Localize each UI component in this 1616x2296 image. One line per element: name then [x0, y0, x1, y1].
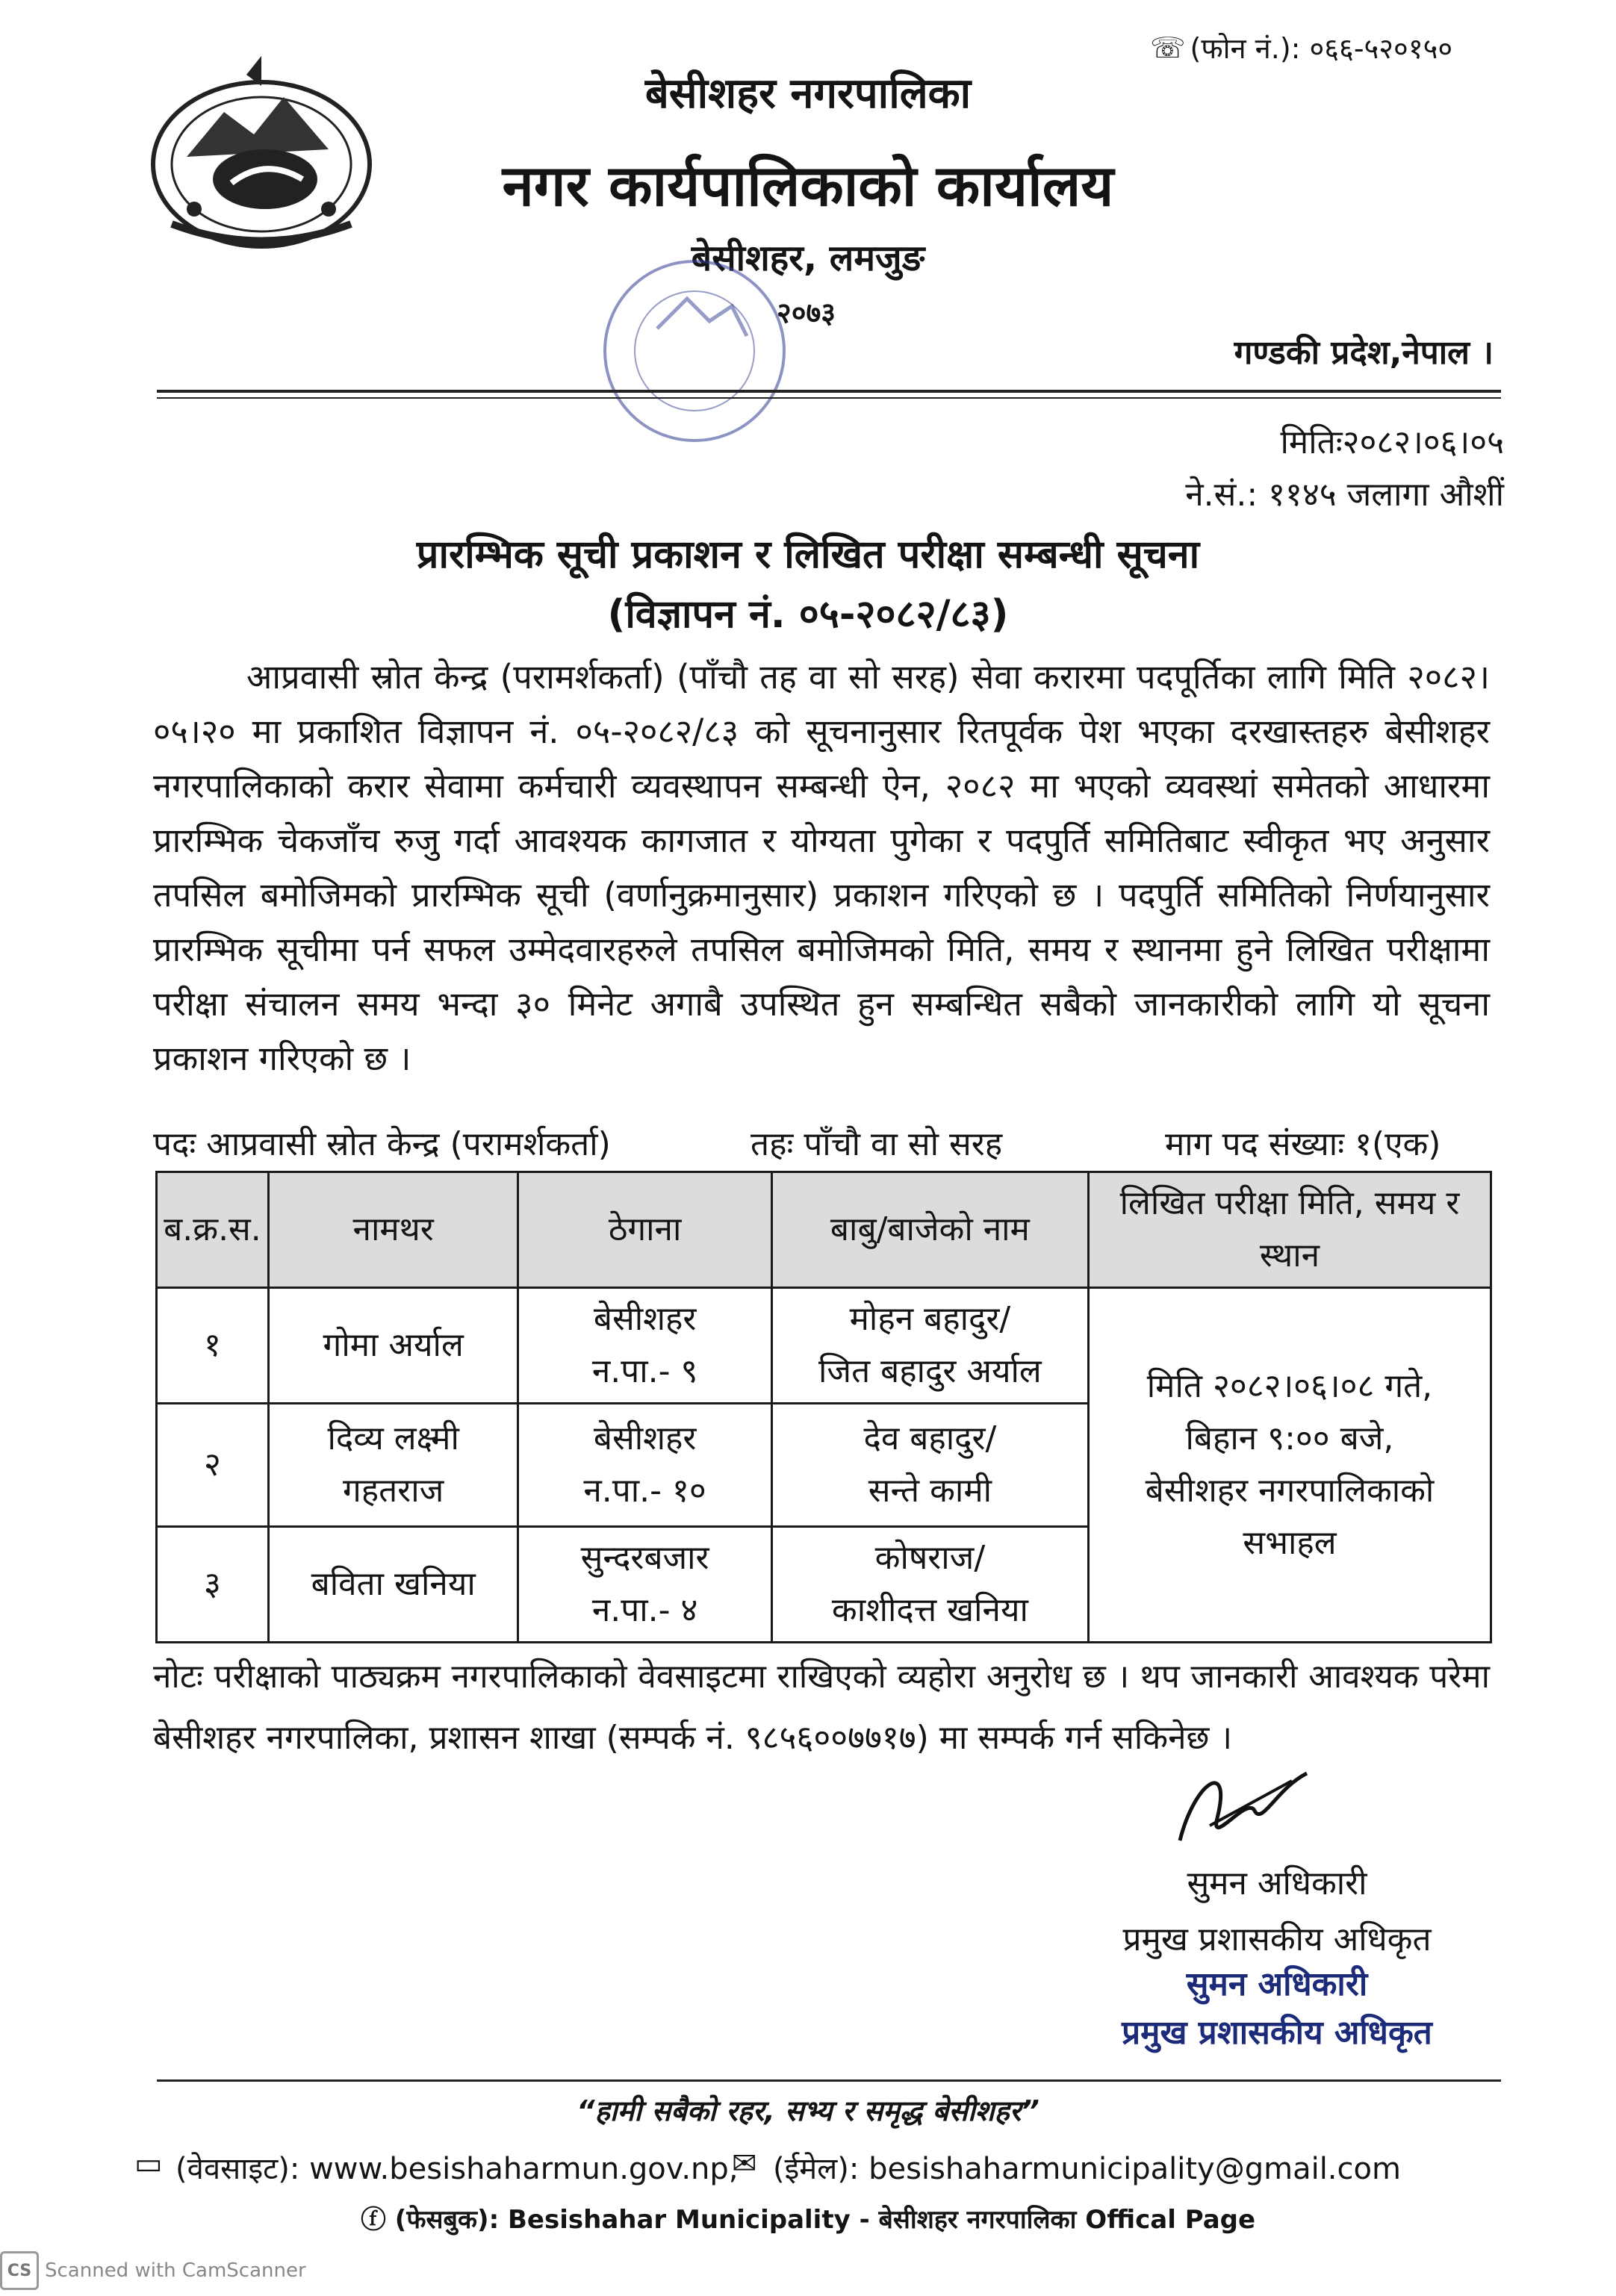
signatory-name: सुमन अधिकारी — [1187, 1864, 1367, 1903]
footer-slogan: “हामी सबैको रहर, सभ्य र समृद्ध बेसीशहर” — [577, 2094, 1039, 2127]
notice-note: नोटः परीक्षाको पाठ्यक्रम नगरपालिकाको वेवसाइटमा राखिएको व्यहोरा अनुरोध छ । थप जानकारी आवश्यक परेमा बेसीशहर नगरपालिका, प्रशासन शाखा (सम्पर्क नं. ९८५६००७७१७) मा सम्पर्क गर्न सकिनेछ । — [153, 1658, 1490, 1757]
post-level: तहः पाँचौ वा सो सरह — [750, 1125, 1003, 1163]
establishment-year: २०७३ — [777, 296, 836, 329]
cell-parent-name: मोहन बहादुर/ जित बहादुर अर्याल — [771, 1288, 1088, 1404]
cell-address: बेसीशहर न.पा.- १० — [518, 1404, 771, 1527]
phone-number: ☏ (फोन नं.): ०६६-५२०१५० — [1150, 31, 1453, 65]
cell-exam-info: मिति २०८२।०६।०८ गते, बिहान ९:०० बजे, बेसीशहर नगरपालिकाको सभाहल — [1088, 1288, 1491, 1643]
facebook-icon: ⓕ — [360, 2205, 386, 2235]
header-serial: ब.क्र.स. — [157, 1172, 269, 1288]
cell-name: बविता खनिया — [268, 1527, 518, 1643]
office-seal-icon — [575, 239, 829, 463]
post-position: पदः आप्रवासी स्रोत केन्द्र (परामर्शकर्ता) — [153, 1125, 611, 1163]
footer-website: (वेवसाइट): www.besishaharmun.gov.np, — [175, 2152, 739, 2186]
header-name: नामथर — [268, 1172, 518, 1288]
cell-address: सुन्दरबजार न.पा.- ४ — [518, 1527, 771, 1643]
office-address: बेसीशहर, लमजुङ — [691, 237, 925, 279]
notice-title: प्रारम्भिक सूची प्रकाशन र लिखित परीक्षा सम्बन्धी सूचना — [416, 532, 1200, 577]
cell-name: गोमा अर्याल — [268, 1288, 518, 1404]
table-row — [157, 1288, 1491, 1404]
footer-divider — [157, 2079, 1501, 2082]
cell-parent-name: देव बहादुर/ सन्ते कामी — [771, 1404, 1088, 1527]
cell-name: दिव्य लक्ष्मी गहतराज — [268, 1404, 518, 1527]
post-demand-count: माग पद संख्याः १(एक) — [1165, 1125, 1441, 1163]
advertisement-number: (विज्ञापन नं. ०५-२०८२/८३) — [607, 592, 1009, 637]
signatory-title: प्रमुख प्रशासकीय अधिकृत — [1122, 1920, 1432, 1959]
email-icon: ✉ — [732, 2147, 757, 2181]
website-icon: ▭ — [134, 2147, 163, 2181]
notice-body: आप्रवासी स्रोत केन्द्र (परामर्शकर्ता) (पाँचौ तह वा सो सरह) सेवा करारमा पदपूर्तिका लागि मिति २०८२।०५।२० मा प्रकाशित विज्ञापन नं. ०५-२०८२/८३ को सूचनानुसार रितपूर्वक पेश भएका दरखास्तहरु बेसीशहर नगरपालिकाको करार सेवामा कर्मचारी व्यवस्थापन सम्बन्धी ऐन, २०८२ मा भएको व्यवस्थां समेतको आधारमा प्रारम्भिक चेकजाँच रुजु गर्दा आवश्यक कागजात र योग्यता पुगेका र पदपुर्ति समितिबाट स्वीकृत भए अनुसार तपसिल बमोजिमको प्रारम्भिक सूची (वर्णानुक्रमानुसार) प्रकाशन गरिएको छ । पदपुर्ति समितिको निर्णयानुसार प्रारम्भिक सूचीमा पर्न सफल उम्मेदवारहरुले तपसिल बमोजिमको मिति, समय र स्थानमा हुने लिखित परीक्षामा परीक्षा संचालन समय भन्दा ३० मिनेट अगाबै उपस्थित हुन सम्बन्धित सबैको जानकारीको लागि यो सूचना प्रकाशन गरिएको छ । — [153, 657, 1490, 1078]
province-label: गण्डकी प्रदेश,नेपाल । — [1234, 334, 1494, 372]
header-divider — [157, 390, 1501, 393]
candidate-table — [155, 1171, 1492, 1643]
camscanner-watermark: CS Scanned with CamScanner — [0, 2251, 306, 2290]
header-parent-name: बाबु/बाजेको नाम — [771, 1172, 1088, 1288]
header-exam-info: लिखित परीक्षा मिति, समय र स्थान — [1088, 1172, 1491, 1288]
cell-address: बेसीशहर न.पा.- ९ — [518, 1288, 771, 1404]
footer-facebook: ⓕ (फेसबुक): Besishahar Municipality - बेसीशहर नगरपालिका Offical Page — [360, 2205, 1256, 2235]
header-address: ठेगाना — [518, 1172, 771, 1288]
cell-serial: २ — [157, 1404, 269, 1527]
handwritten-signature-icon — [1165, 1751, 1314, 1870]
stamp-title: प्रमुख प्रशासकीय अधिकृत — [1122, 2014, 1432, 2052]
office-name: नगर कार्यपालिकाको कार्यालय — [502, 152, 1114, 219]
cell-serial: ३ — [157, 1527, 269, 1643]
municipality-name: बेसीशहर नगरपालिका — [644, 69, 972, 118]
stamp-name: सुमन अधिकारी — [1186, 1965, 1368, 2003]
table-header-row — [157, 1172, 1491, 1288]
cell-parent-name: कोषराज/ काशीदत्त खनिया — [771, 1527, 1088, 1643]
footer-email: (ईमेल): besishaharmunicipality@gmail.com — [773, 2152, 1401, 2186]
cell-serial: १ — [157, 1288, 269, 1404]
nepal-sambat-date: ने.सं.: ११४५ जलागा औशीं — [1185, 476, 1504, 514]
notice-date: मितिः२०८२।०६।०५ — [1280, 423, 1504, 461]
header-divider-thin — [157, 397, 1501, 399]
camscanner-logo-icon: CS — [0, 2251, 39, 2290]
phone-icon: ☏ — [1150, 31, 1186, 64]
